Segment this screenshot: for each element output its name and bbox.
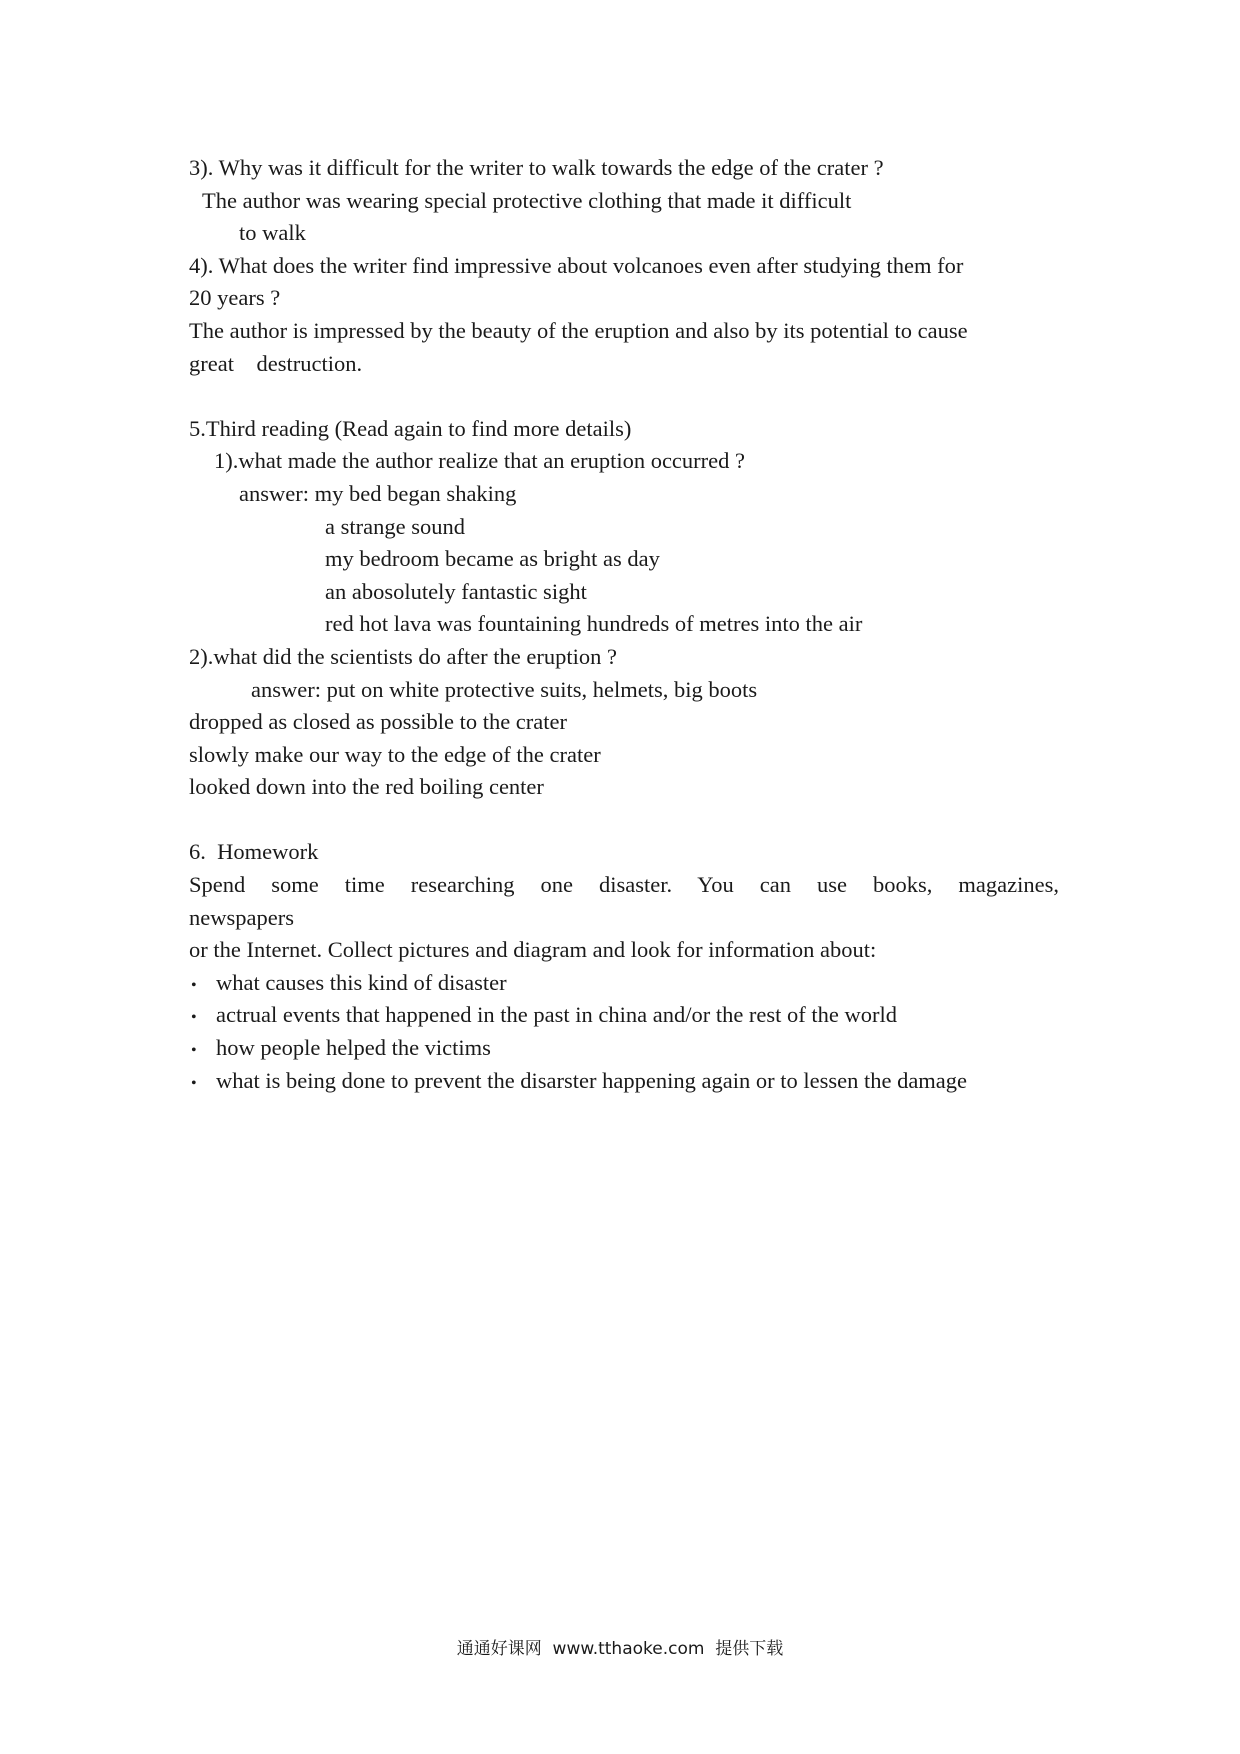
homework-bullet-item: [189, 1032, 1059, 1065]
answer-4-line-2: great destruction.: [189, 350, 363, 376]
third-reading-answer-2-item: dropped as closed as possible to the crater: [189, 709, 568, 735]
bullet-icon: •: [191, 976, 197, 994]
homework-bullet-item: [189, 999, 1059, 1032]
third-reading-question-1: 1).what made the author realize that an eruption occurred ?: [214, 448, 746, 474]
homework-bullet-item: [189, 1065, 1059, 1098]
third-reading-answer-1-item: my bedroom became as bright as day: [325, 546, 660, 572]
answer-3-line-1: The author was wearing special protective clothing that made it difficult: [202, 187, 852, 213]
bullet-icon: •: [191, 1074, 197, 1092]
third-reading-answer-1-item: red hot lava was fountaining hundreds of metres into the air: [325, 611, 863, 637]
third-reading-answer-2-item: looked down into the red boiling center: [189, 774, 544, 800]
homework-paragraph-line-2: newspapers: [189, 904, 294, 930]
third-reading-answer-1-item: a strange sound: [325, 513, 465, 539]
homework-bullet-item: [189, 967, 1059, 1000]
homework-bullet-text: what is being done to prevent the disarster happening again or to lessen the damage: [216, 1067, 968, 1093]
homework-bullet-text: actrual events that happened in the past in china and/or the rest of the world: [216, 1002, 898, 1028]
question-4-line-2: 20 years ?: [189, 285, 281, 311]
third-reading-answer-2-item: slowly make our way to the edge of the crater: [189, 741, 601, 767]
homework-bullet-text: how people helped the victims: [216, 1035, 491, 1061]
answer-3-line-2: to walk: [239, 220, 306, 246]
homework-heading: 6. Homework: [189, 839, 319, 865]
bullet-icon: •: [191, 1042, 197, 1060]
section-gap: [189, 804, 1059, 837]
question-3: 3). Why was it difficult for the writer to walk towards the edge of the crater ?: [189, 155, 884, 180]
answer-4-line-1: The author is impressed by the beauty of the eruption and also by its potential to cause: [189, 317, 968, 343]
third-reading-heading: 5.Third reading (Read again to find more details): [189, 415, 632, 441]
question-4-line-1: 4). What does the writer find impressive about volcanoes even after studying them for: [189, 252, 964, 278]
page-footer: 通通好课网 www.tthaoke.com 提供下载: [456, 1639, 784, 1659]
third-reading-answer-1-item: an abosolutely fantastic sight: [325, 578, 587, 604]
homework-bullet-text: what causes this kind of disaster: [216, 969, 507, 995]
homework-paragraph-line-3: or the Internet. Collect pictures and diagram and look for information about:: [189, 937, 877, 963]
section-gap: [189, 380, 1059, 413]
third-reading-answer-1-prefix: answer: my bed began shaking: [239, 480, 517, 506]
page-content: [189, 152, 1059, 1097]
third-reading-question-2: 2).what did the scientists do after the eruption ?: [189, 643, 618, 669]
bullet-icon: •: [191, 1009, 197, 1027]
third-reading-answer-2-prefix: answer: put on white protective suits, helmets, big boots: [251, 676, 758, 702]
homework-paragraph-line-1: Spend some time researching one disaster. You can use books, magazines,: [189, 872, 1059, 898]
